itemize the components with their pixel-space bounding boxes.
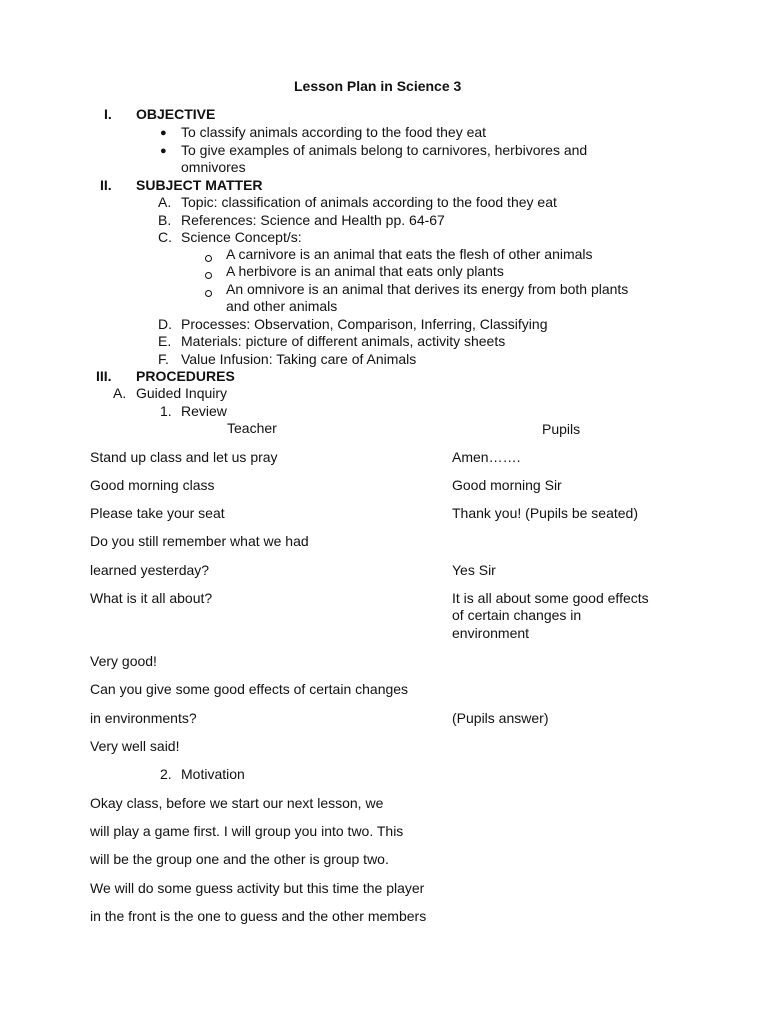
circle-bullet-icon (205, 266, 212, 283)
teacher-line: What is it all about? (90, 590, 213, 606)
concept-item-continued: and other animals (226, 298, 338, 314)
list-letter: B. (158, 212, 172, 228)
section-heading-procedures: PROCEDURES (136, 368, 235, 384)
teacher-column-header: Teacher (227, 420, 277, 436)
value-infusion-text: Value Infusion: Taking care of Animals (181, 351, 417, 367)
circle-bullet-icon (205, 249, 212, 266)
list-letter: A. (113, 385, 127, 401)
teacher-line: Stand up class and let us pray (90, 449, 278, 465)
teacher-line: Please take your seat (90, 505, 225, 521)
topic-text: Topic: classification of animals according to the food they eat (181, 194, 557, 210)
motivation-line: Okay class, before we start our next lesson, we (90, 795, 384, 811)
pupils-line: Good morning Sir (452, 477, 562, 493)
list-letter: D. (158, 316, 172, 332)
objective-item-continued: omnivores (181, 159, 246, 175)
motivation-heading: Motivation (181, 766, 245, 782)
list-letter: F. (158, 351, 169, 367)
pupils-line: Yes Sir (452, 562, 496, 578)
processes-text: Processes: Observation, Comparison, Inferring, Classifying (181, 316, 548, 332)
bullet-icon: ● (160, 145, 167, 157)
pupils-line: of certain changes in (452, 607, 582, 623)
pupils-line: Thank you! (Pupils be seated) (452, 505, 638, 521)
section-numeral-subject-matter: II. (100, 177, 112, 193)
motivation-line: in the front is the one to guess and the other members (90, 908, 427, 924)
teacher-line: Do you still remember what we had (90, 533, 309, 549)
teacher-line: Can you give some good effects of certain changes (90, 681, 409, 697)
guided-inquiry-text: Guided Inquiry (136, 385, 228, 401)
circle-bullet-icon (205, 284, 212, 301)
references-text: References: Science and Health pp. 64-67 (181, 212, 445, 228)
motivation-line: will be the group one and the other is group two. (90, 851, 389, 867)
concept-item: An omnivore is an animal that derives its energy from both plants (226, 281, 629, 297)
document-title: Lesson Plan in Science 3 (294, 78, 462, 94)
section-heading-objective: OBJECTIVE (136, 106, 216, 122)
section-heading-subject-matter: SUBJECT MATTER (136, 177, 263, 193)
objective-item: To give examples of animals belong to carnivores, herbivores and (181, 142, 588, 158)
list-number: 2. (160, 766, 172, 782)
teacher-line: learned yesterday? (90, 562, 210, 578)
pupils-column-header: Pupils (542, 421, 581, 437)
section-numeral-procedures: III. (96, 368, 112, 384)
list-letter: C. (158, 229, 172, 245)
list-letter: A. (158, 194, 172, 210)
list-letter: E. (158, 333, 172, 349)
teacher-line: Good morning class (90, 477, 215, 493)
review-heading: Review (181, 403, 227, 419)
motivation-line: We will do some guess activity but this time the player (90, 880, 425, 896)
materials-text: Materials: picture of different animals, activity sheets (181, 333, 506, 349)
teacher-line: in environments? (90, 710, 197, 726)
teacher-line: Very well said! (90, 738, 180, 754)
pupils-line: Amen……. (452, 449, 521, 465)
pupils-line: environment (452, 625, 530, 641)
pupils-line: It is all about some good effects (452, 590, 649, 606)
teacher-line: Very good! (90, 653, 157, 669)
concept-item: A herbivore is an animal that eats only plants (226, 263, 504, 279)
concept-item: A carnivore is an animal that eats the flesh of other animals (226, 246, 593, 262)
objective-item: To classify animals according to the food they eat (181, 124, 487, 140)
bullet-icon: ● (160, 127, 167, 139)
motivation-line: will play a game first. I will group you into two. This (90, 823, 404, 839)
section-numeral-objective: I. (104, 106, 112, 122)
pupils-line: (Pupils answer) (452, 710, 549, 726)
concepts-text: Science Concept/s: (181, 229, 302, 245)
list-number: 1. (160, 403, 172, 419)
